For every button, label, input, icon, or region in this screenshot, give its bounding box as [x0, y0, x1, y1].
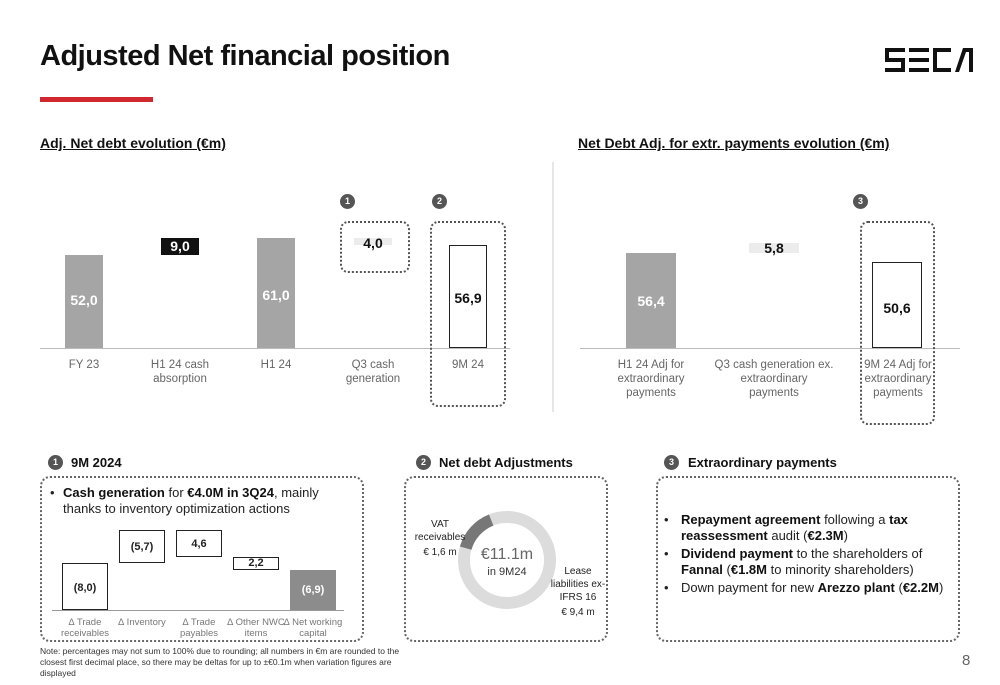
box3-bullet-1: • Repayment agreement following a tax reassessment audit (€2.3M) [664, 512, 908, 543]
box2-badge: 2 [416, 455, 431, 470]
lease-label: Lease liabilities ex-IFRS 16 [550, 566, 606, 603]
page-number: 8 [962, 652, 971, 669]
nwc-cat-inventory: ∆ Inventory [118, 617, 166, 628]
box3-badge: 3 [664, 455, 679, 470]
bar-h124-value: 61,0 [262, 287, 290, 303]
lease-value: € 9,4 m [561, 607, 595, 618]
badge-3: 3 [853, 194, 868, 209]
page-title: Adjusted Net financial position [40, 40, 450, 72]
nwc-total-value: (6,9) [301, 584, 325, 596]
nwc-axis [52, 610, 344, 611]
donut-center-value: €11.1m [480, 546, 534, 563]
vat-value: € 1,6 m [423, 547, 457, 558]
box1-bullet-bold1: Cash generation [63, 485, 165, 500]
cat-fy23: FY 23 [68, 359, 100, 371]
nwc-inventory-value: (5,7) [130, 541, 154, 553]
bar-9m24-value: 56,9 [454, 290, 482, 306]
nwc-receivables-value: (8,0) [73, 582, 97, 594]
box1-bullet-mid: for [164, 485, 188, 500]
donut-center-sub: in 9M24 [487, 566, 527, 578]
box3-bullets [664, 512, 954, 596]
box1-bullet-bold2: €4.0M in 3Q24 [187, 485, 274, 500]
cat-q3-ex-extra: Q3 cash generation ex. extraordinary payments [714, 359, 834, 399]
title-accent-line [40, 97, 153, 102]
bar-9m24-adj-value: 50,6 [883, 300, 911, 316]
box3-bullet-3: • Down payment for new Arezzo plant (€2.2M) [664, 580, 944, 595]
box1-badge: 1 [48, 455, 63, 470]
bar-h1-absorption-value: 9,0 [170, 238, 190, 254]
badge-1: 1 [340, 194, 355, 209]
chart-divider [552, 162, 554, 412]
box2-title: Net debt Adjustments [439, 455, 573, 470]
left-chart-title: Adj. Net debt evolution (€m) [40, 135, 226, 151]
nwc-cat-payables: ∆ Trade payables [179, 617, 219, 639]
box3-bullet-2: • Dividend payment to the shareholders of Fannal (€1.8M to minority shareholders) [664, 546, 923, 577]
right-chart-title: Net Debt Adj. for extr. payments evolution (€m) [578, 135, 890, 151]
cat-h124: H1 24 [260, 359, 292, 371]
badge-2: 2 [432, 194, 447, 209]
nwc-cat-receivables: ∆ Trade receivables [60, 617, 110, 639]
box1-bullet: • Cash generation for €4.0M in 3Q24, mainly thanks to inventory optimization actions [50, 485, 319, 516]
nwc-payables-value: 4,6 [191, 538, 207, 550]
cat-9m24: 9M 24 [452, 359, 484, 371]
vat-label: VAT receivables [414, 519, 466, 543]
seco-logo [885, 48, 973, 72]
footnote: Note: percentages may not sum to 100% due to rounding; all numbers in €m are rounded to the closest first decimal place, so there may be deltas for up to ±€0.1m when variation figures are displayed [40, 646, 400, 678]
bar-fy23-value: 52,0 [70, 292, 98, 308]
box1-title: 9M 2024 [71, 455, 122, 470]
nwc-cat-other: ∆ Other NWC items [227, 617, 285, 639]
bar-h124-adj-value: 56,4 [637, 293, 665, 309]
cat-h124-adj: H1 24 Adj for extraordinary payments [617, 359, 685, 399]
nwc-cat-total: ∆ Net working capital [283, 617, 343, 639]
bar-q3-ex-extra-value: 5,8 [764, 240, 784, 256]
box1-bullet-post: , mainly thanks to inventory optimization actions [63, 485, 319, 516]
nwc-other-value: 2,2 [248, 557, 264, 569]
cat-q3-generation: Q3 cash generation [345, 359, 401, 385]
box3-title: Extraordinary payments [688, 455, 837, 470]
cat-9m24-adj: 9M 24 Adj for extraordinary payments [864, 359, 932, 399]
bar-q3-generation-value: 4,0 [363, 235, 383, 251]
cat-h1-absorption: H1 24 cash absorption [150, 359, 210, 385]
